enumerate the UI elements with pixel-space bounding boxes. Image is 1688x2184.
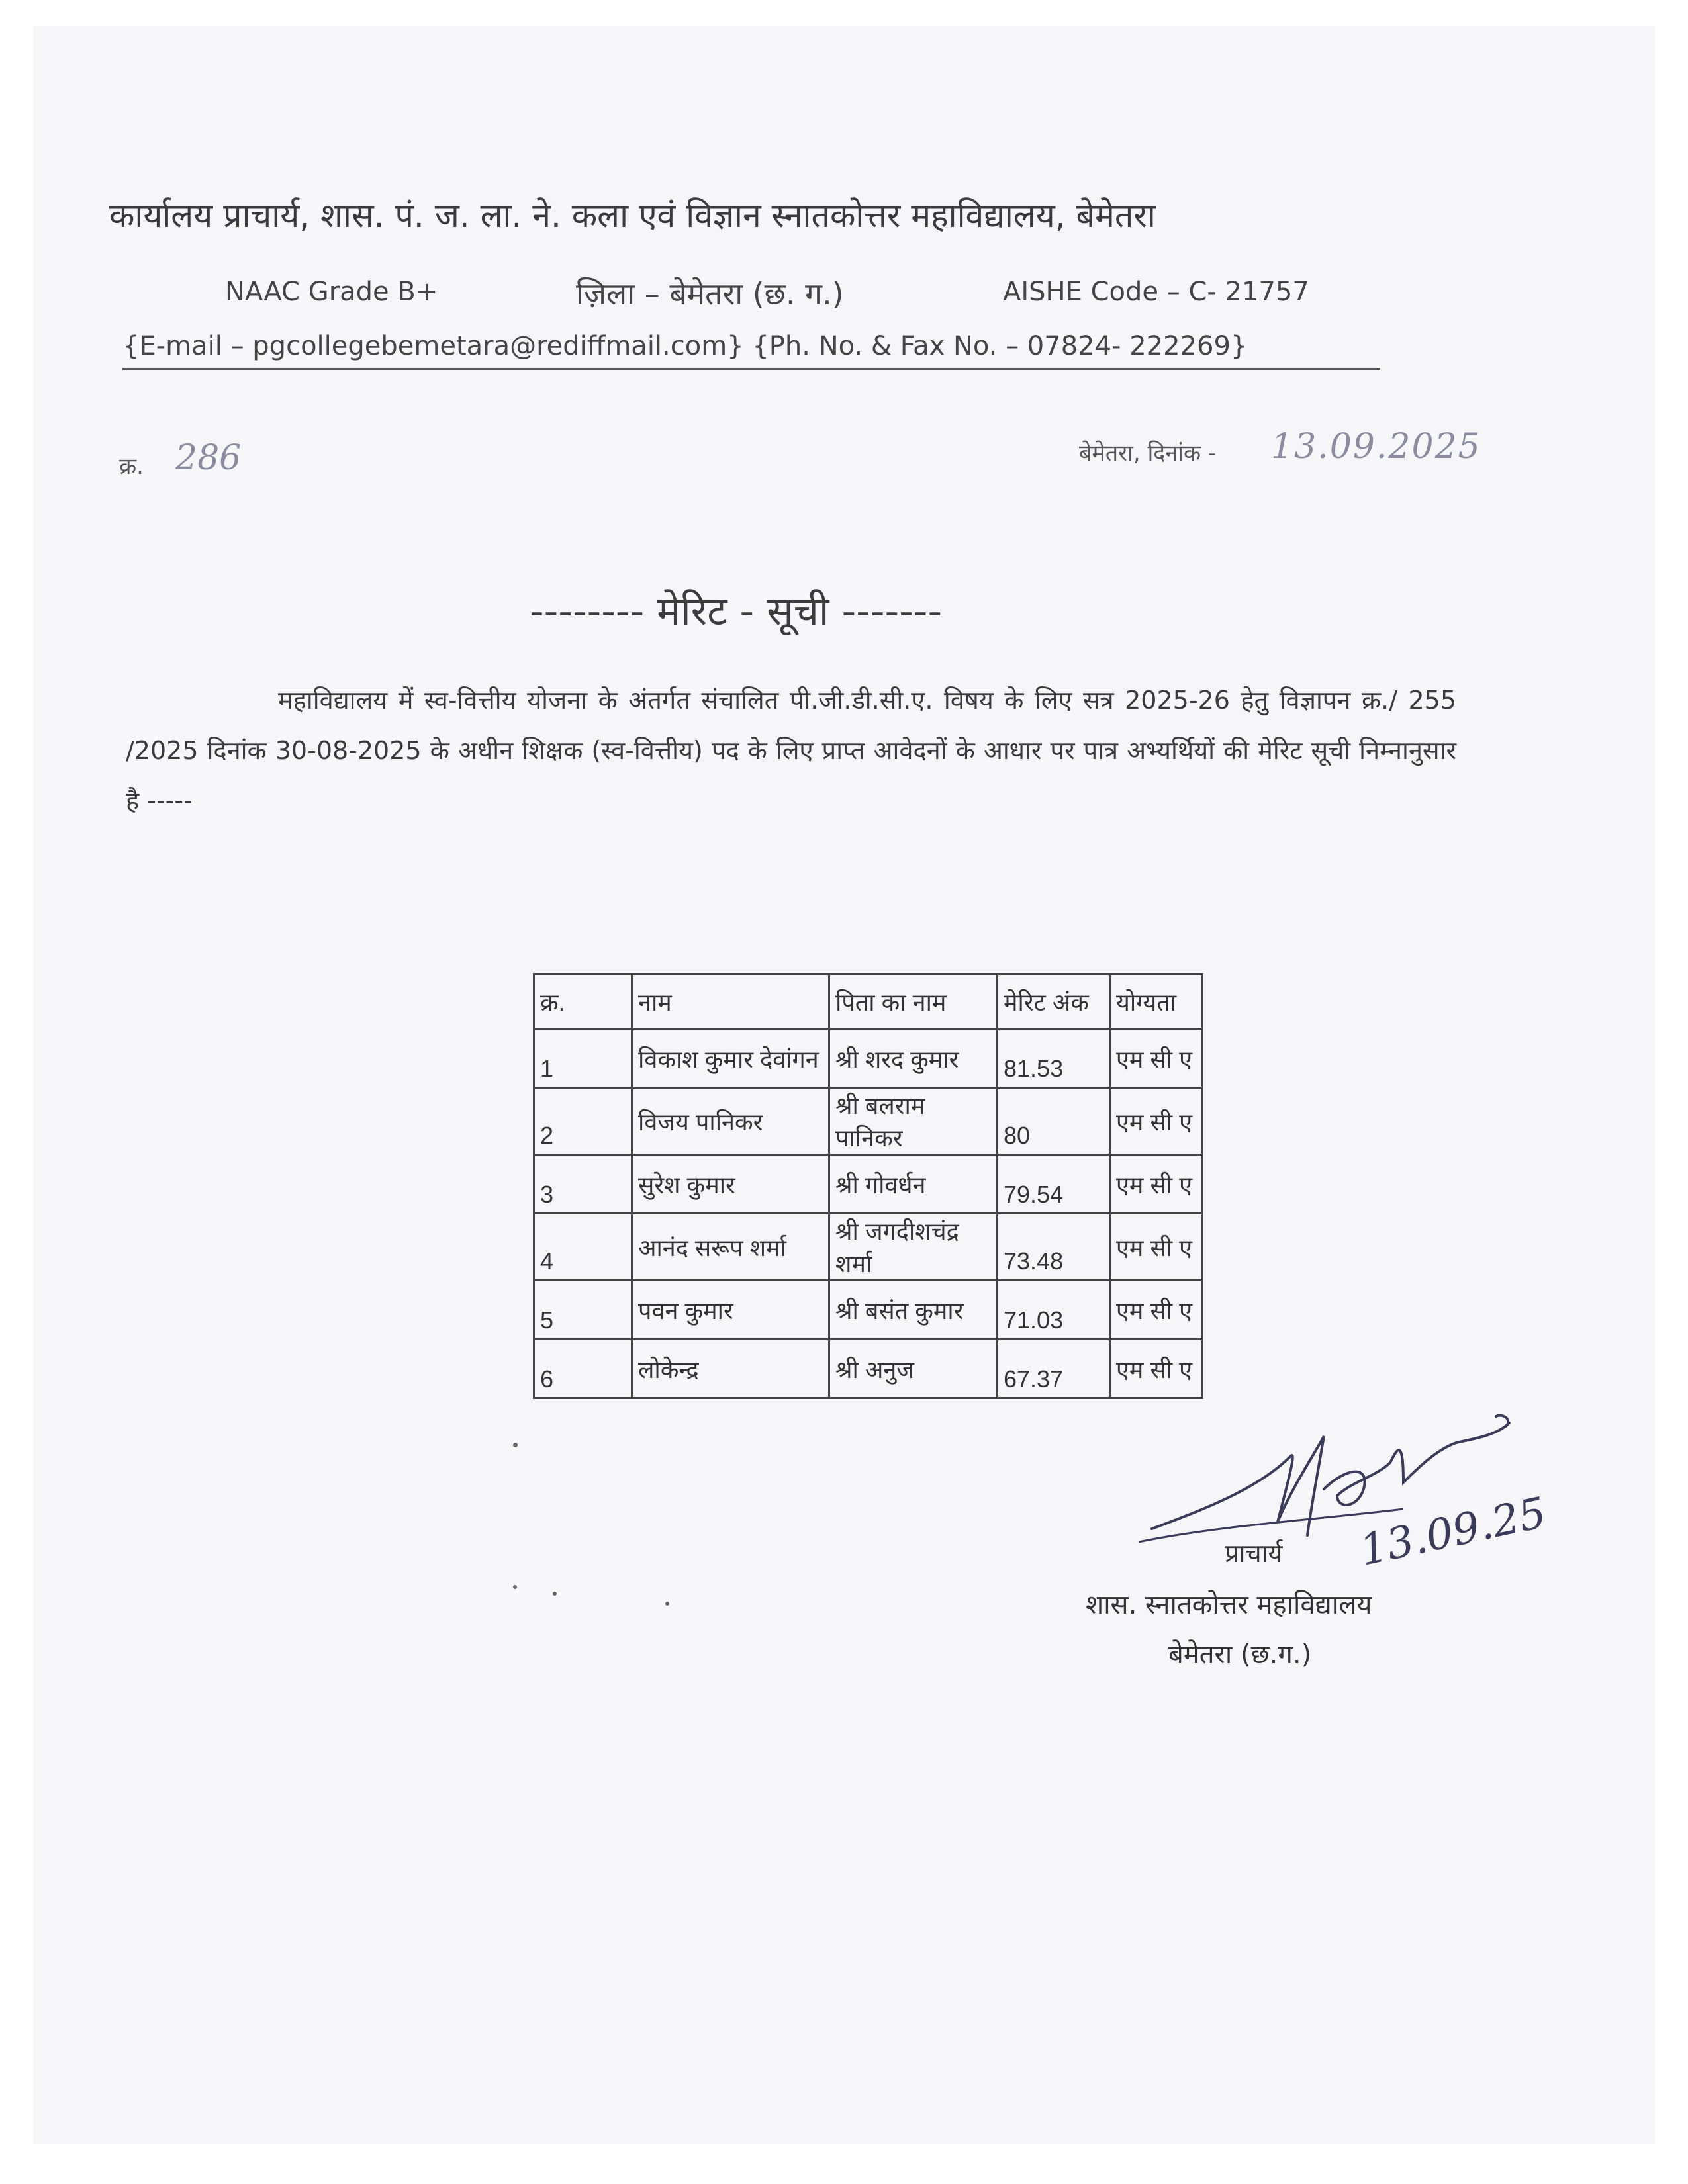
scan-speck (513, 1585, 517, 1589)
signature-mark (1125, 1410, 1551, 1582)
qualification-cell: एम सी ए (1110, 1088, 1203, 1155)
serial-cell: 5 (534, 1281, 632, 1340)
merit-marks-cell: 80 (998, 1088, 1110, 1155)
header-cell: नाम (632, 974, 829, 1029)
merit-marks-cell: 73.48 (998, 1214, 1110, 1281)
date-label: बेमेतरा, दिनांक - (1079, 440, 1217, 467)
table-row (534, 1214, 1203, 1281)
father-name-cell: श्री अनुज (829, 1340, 998, 1398)
office-title: कार्यालय प्राचार्य, शास. पं. ज. ला. ने. कला एवं विज्ञान स्नातकोत्तर महाविद्यालय, बेमेतरा (109, 197, 1156, 235)
merit-marks-cell: 81.53 (998, 1029, 1110, 1088)
table-row (534, 1029, 1203, 1088)
serial-cell: 2 (534, 1088, 632, 1155)
qualification-cell: एम सी ए (1110, 1281, 1203, 1340)
qualification-cell: एम सी ए (1110, 1029, 1203, 1088)
header-cell: मेरिट अंक (998, 974, 1110, 1029)
father-name-cell: श्री बलराम पानिकर (829, 1088, 998, 1155)
reference-number: 286 (175, 438, 242, 478)
intro-paragraph: महाविद्यालय में स्व-वित्तीय योजना के अंतर्गत संचालित पी.जी.डी.सी.ए. विषय के लिए सत्र 2025-26 हेतु विज्ञापन क्र./ 255 /2025 दिनांक 30-08-2025 के अधीन शिक्षक (स्व-वित्तीय) पद के लिए प्राप्त आवेदनों के आधार पर पात्र अभ्यर्थियों की मेरिट सूची निम्नानुसार है ----- (126, 686, 1457, 815)
designation-label: प्राचार्य (1225, 1539, 1283, 1568)
merit-marks-cell: 71.03 (998, 1281, 1110, 1340)
scan-speck (665, 1602, 669, 1606)
table-row (534, 1281, 1203, 1340)
name-cell: पवन कुमार (632, 1281, 829, 1340)
qualification-cell: एम सी ए (1110, 1214, 1203, 1281)
date-value: 13.09.2025 (1271, 427, 1481, 467)
organization-line-2: बेमेतरा (छ.ग.) (1168, 1639, 1312, 1670)
scan-speck (553, 1592, 557, 1596)
serial-cell: 1 (534, 1029, 632, 1088)
organization-line-1: शास. स्नातकोत्तर महाविद्यालय (1086, 1590, 1372, 1620)
district-label: ज़िला – बेमेतरा (छ. ग.) (576, 276, 844, 312)
father-name-cell: श्री गोवर्धन (829, 1155, 998, 1214)
name-cell: विजय पानिकर (632, 1088, 829, 1155)
name-cell: विकाश कुमार देवांगन (632, 1029, 829, 1088)
table-header-row (534, 974, 1203, 1029)
naac-grade: NAAC Grade B+ (225, 277, 438, 307)
header-cell: योग्यता (1110, 974, 1203, 1029)
father-name-cell: श्री बसंत कुमार (829, 1281, 998, 1340)
serial-cell: 4 (534, 1214, 632, 1281)
name-cell: लोकेन्द्र (632, 1340, 829, 1398)
name-cell: सुरेश कुमार (632, 1155, 829, 1214)
merit-marks-cell: 79.54 (998, 1155, 1110, 1214)
father-name-cell: श्री जगदीशचंद्र शर्मा (829, 1214, 998, 1281)
table-row (534, 1340, 1203, 1398)
merit-marks-cell: 67.37 (998, 1340, 1110, 1398)
aishe-code: AISHE Code – C- 21757 (1003, 277, 1309, 307)
table-row (534, 1088, 1203, 1155)
contact-underline (122, 368, 1380, 370)
merit-table (533, 973, 1203, 1399)
qualification-cell: एम सी ए (1110, 1155, 1203, 1214)
reference-label: क्र. (119, 453, 144, 480)
qualification-cell: एम सी ए (1110, 1340, 1203, 1398)
scan-speck (513, 1443, 518, 1447)
contact-line: {E-mail – pgcollegebemetara@rediffmail.com} {Ph. No. & Fax No. – 07824- 222269} (122, 331, 1248, 361)
name-cell: आनंद सरूप शर्मा (632, 1214, 829, 1281)
father-name-cell: श्री शरद कुमार (829, 1029, 998, 1088)
merit-list-heading: -------- मेरिट - सूची ------- (530, 588, 943, 635)
table-row (534, 1155, 1203, 1214)
signature-date: 13.09.25 (1355, 1488, 1551, 1576)
header-cell: क्र. (534, 974, 632, 1029)
serial-cell: 6 (534, 1340, 632, 1398)
serial-cell: 3 (534, 1155, 632, 1214)
header-cell: पिता का नाम (829, 974, 998, 1029)
